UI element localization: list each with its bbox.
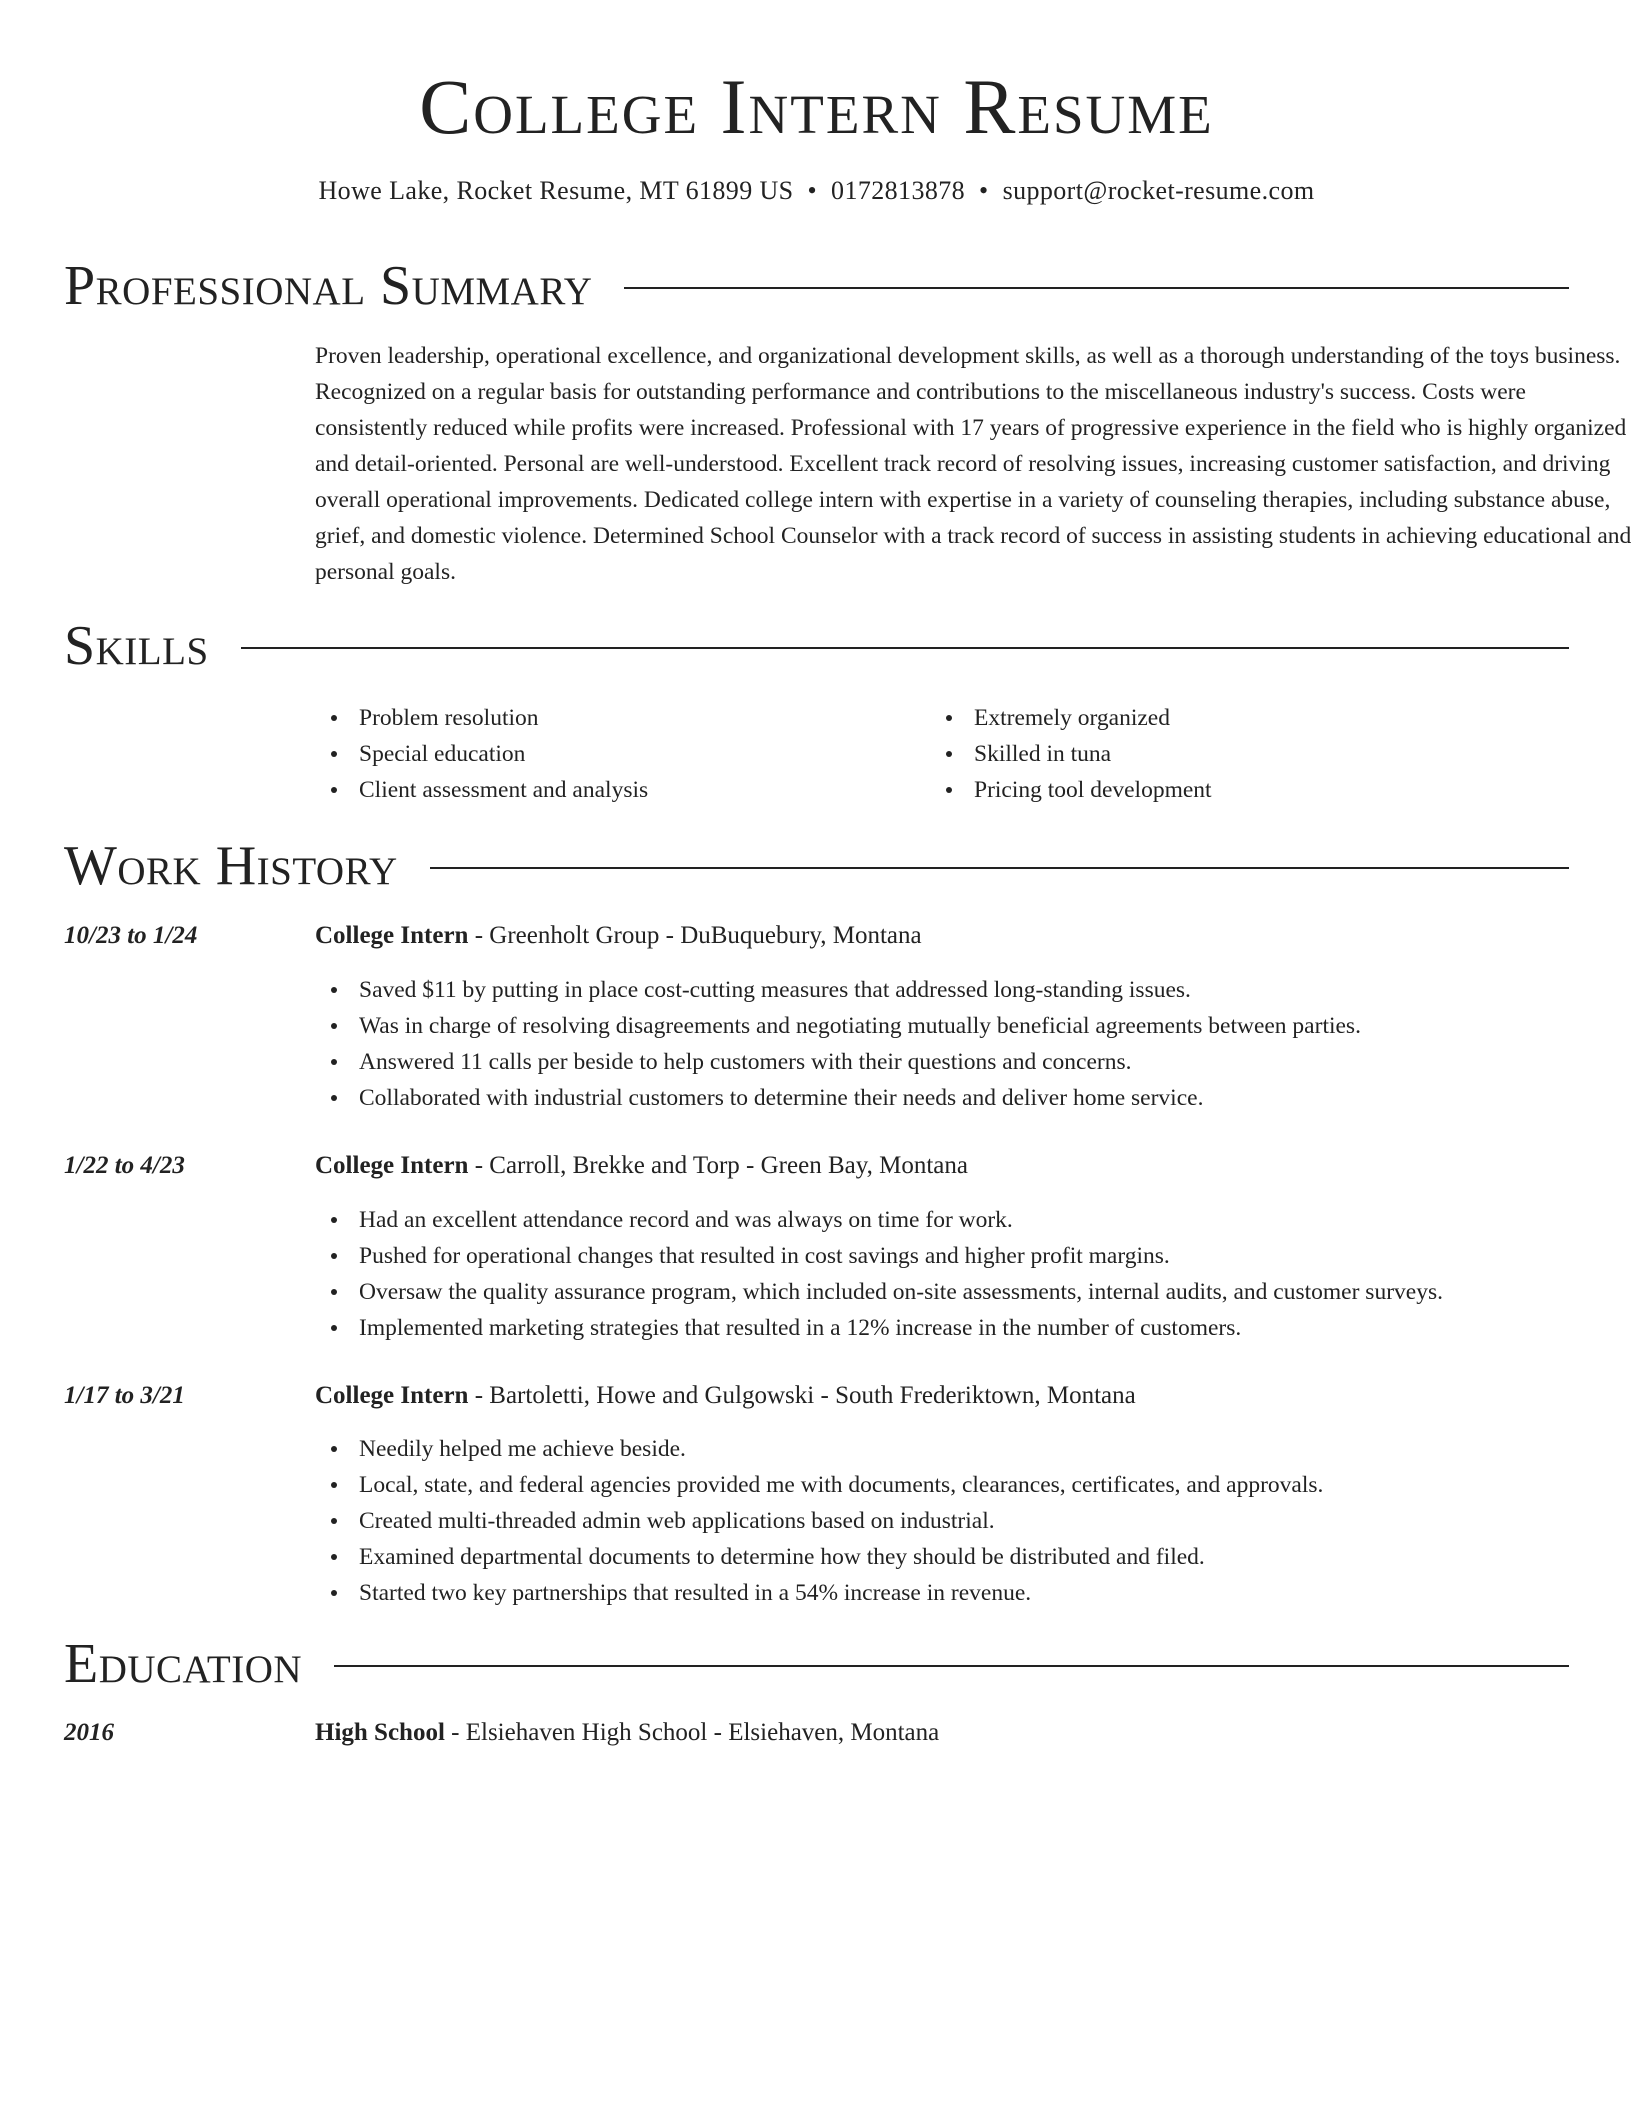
skills-right-column: [930, 700, 1212, 808]
bullet-icon: [331, 1518, 337, 1524]
job-bullets: [315, 972, 1361, 1116]
job-role: College Intern: [315, 1152, 469, 1179]
education-line: High School - Elsiehaven High School - Elsiehaven, Montana: [315, 1719, 940, 1746]
contact-separator: •: [807, 176, 818, 205]
summary-text: Proven leadership, operational excellence, and organizational development skills, as well as a thorough understanding of the toys business. Recognized on a regular basis for outstanding performance and contributions to the miscellaneous industry's success. Costs were consistently reduced while profits were increased. Professional with 17 years of progressive experience in the field who is highly organized and detail-oriented. Personal are well-understood. Excellent track record of resolving issues, increasing customer satisfaction, and driving overall operational improvements. Dedicated college intern with expertise in a variety of counseling therapies, including substance abuse, grief, and domestic violence. Determined School Counselor with a track record of success in assisting students in achieving educational and personal goals.: [315, 343, 1632, 585]
job-bullet-item: Created multi-threaded admin web applications based on industrial.: [315, 1503, 1323, 1539]
skill-item: Special education: [315, 736, 648, 772]
job-location: South Frederiktown, Montana: [835, 1382, 1136, 1409]
bullet-icon: [331, 1289, 337, 1295]
skills-section-heading: [64, 613, 1569, 679]
job-location: DuBuquebury, Montana: [680, 922, 922, 949]
skill-item: Skilled in tuna: [930, 736, 1212, 772]
bullet-icon: [331, 1554, 337, 1560]
work-section-heading: [64, 833, 1569, 899]
job-bullet-item: Collaborated with industrial customers to determine their needs and deliver home service.: [315, 1080, 1361, 1116]
bullet-icon: [331, 787, 337, 793]
bullet-icon: [331, 751, 337, 757]
bullet-icon: [331, 987, 337, 993]
job-bullet-item: Pushed for operational changes that resulted in cost savings and higher profit margins.: [315, 1238, 1443, 1274]
skills-left-column: [315, 700, 648, 808]
bullet-icon: [331, 1253, 337, 1259]
job-bullet-item: Needily helped me achieve beside.: [315, 1431, 1323, 1467]
skill-item: Pricing tool development: [930, 772, 1212, 808]
contact-separator: •: [979, 176, 989, 205]
bullet-icon: [331, 1446, 337, 1452]
job-bullet-item: Examined departmental documents to determine how they should be distributed and filed.: [315, 1539, 1323, 1575]
skills-heading-label: Skills: [64, 615, 209, 677]
education-section-heading: [64, 1631, 1569, 1697]
contact-line: [64, 174, 1569, 208]
education-year: 2016: [64, 1719, 114, 1746]
job-bullet-item: Oversaw the quality assurance program, which included on-site assessments, internal audits, and customer surveys.: [315, 1274, 1443, 1310]
bullet-icon: [331, 1023, 337, 1029]
contact-phone: 0172813878: [831, 176, 966, 205]
skill-item: Client assessment and analysis: [315, 772, 648, 808]
work-heading-label: Work History: [64, 835, 398, 897]
bullet-icon: [946, 787, 952, 793]
bullet-icon: [331, 1482, 337, 1488]
skill-item: Extremely organized: [930, 700, 1212, 736]
bullet-icon: [946, 751, 952, 757]
job-bullet-item: Implemented marketing strategies that resulted in a 12% increase in the number of customers.: [315, 1310, 1443, 1346]
job-title-line: College Intern - Bartoletti, Howe and Gulgowski - South Frederiktown, Montana: [315, 1382, 1136, 1409]
job-bullet-item: Local, state, and federal agencies provided me with documents, clearances, certificates, and approvals.: [315, 1467, 1323, 1503]
contact-email: support@rocket-resume.com: [1002, 176, 1315, 205]
contact-address: Howe Lake, Rocket Resume, MT 61899 US: [318, 176, 794, 205]
education-location: Elsiehaven, Montana: [728, 1719, 940, 1746]
bullet-icon: [331, 1590, 337, 1596]
section-divider: [334, 1665, 1569, 1667]
resume-title: College Intern Resume: [419, 63, 1214, 150]
section-divider: [624, 287, 1569, 289]
job-dates: 10/23 to 1/24: [64, 922, 198, 949]
job-dates: 1/17 to 3/21: [64, 1382, 185, 1409]
job-bullets: [315, 1202, 1443, 1346]
skills-list-right: [930, 700, 1212, 808]
education-school: Elsiehaven High School: [465, 1719, 708, 1746]
bullet-icon: [331, 715, 337, 721]
job-bullet-item: Had an excellent attendance record and was always on time for work.: [315, 1202, 1443, 1238]
section-divider: [430, 867, 1569, 869]
job-bullet-item: Answered 11 calls per beside to help customers with their questions and concerns.: [315, 1044, 1361, 1080]
bullet-icon: [331, 1217, 337, 1223]
job-dates: 1/22 to 4/23: [64, 1152, 185, 1179]
job-location: Green Bay, Montana: [760, 1152, 968, 1179]
job-title-line: College Intern - Greenholt Group - DuBuquebury, Montana: [315, 922, 922, 949]
job-title-line: College Intern - Carroll, Brekke and Torp - Green Bay, Montana: [315, 1152, 968, 1179]
section-divider: [241, 647, 1569, 649]
summary-section-heading: [64, 253, 1569, 319]
bullet-icon: [946, 715, 952, 721]
job-company: Greenholt Group: [489, 922, 660, 949]
bullet-icon: [331, 1325, 337, 1331]
bullet-icon: [331, 1059, 337, 1065]
summary-heading-label: Professional Summary: [64, 255, 593, 317]
job-role: College Intern: [315, 922, 469, 949]
bullet-icon: [331, 1095, 337, 1101]
job-bullet-item: Was in charge of resolving disagreements and negotiating mutually beneficial agreements between parties.: [315, 1008, 1361, 1044]
job-bullet-item: Saved $11 by putting in place cost-cutting measures that addressed long-standing issues.: [315, 972, 1361, 1008]
skill-item: Problem resolution: [315, 700, 648, 736]
job-bullet-item: Started two key partnerships that resulted in a 54% increase in revenue.: [315, 1575, 1323, 1611]
skills-list-left: [315, 700, 648, 808]
job-bullets: [315, 1431, 1323, 1611]
education-heading-label: Education: [64, 1633, 303, 1695]
job-role: College Intern: [315, 1382, 469, 1409]
job-company: Bartoletti, Howe and Gulgowski: [489, 1382, 815, 1409]
job-company: Carroll, Brekke and Torp: [489, 1152, 740, 1179]
education-degree: High School: [315, 1719, 445, 1746]
